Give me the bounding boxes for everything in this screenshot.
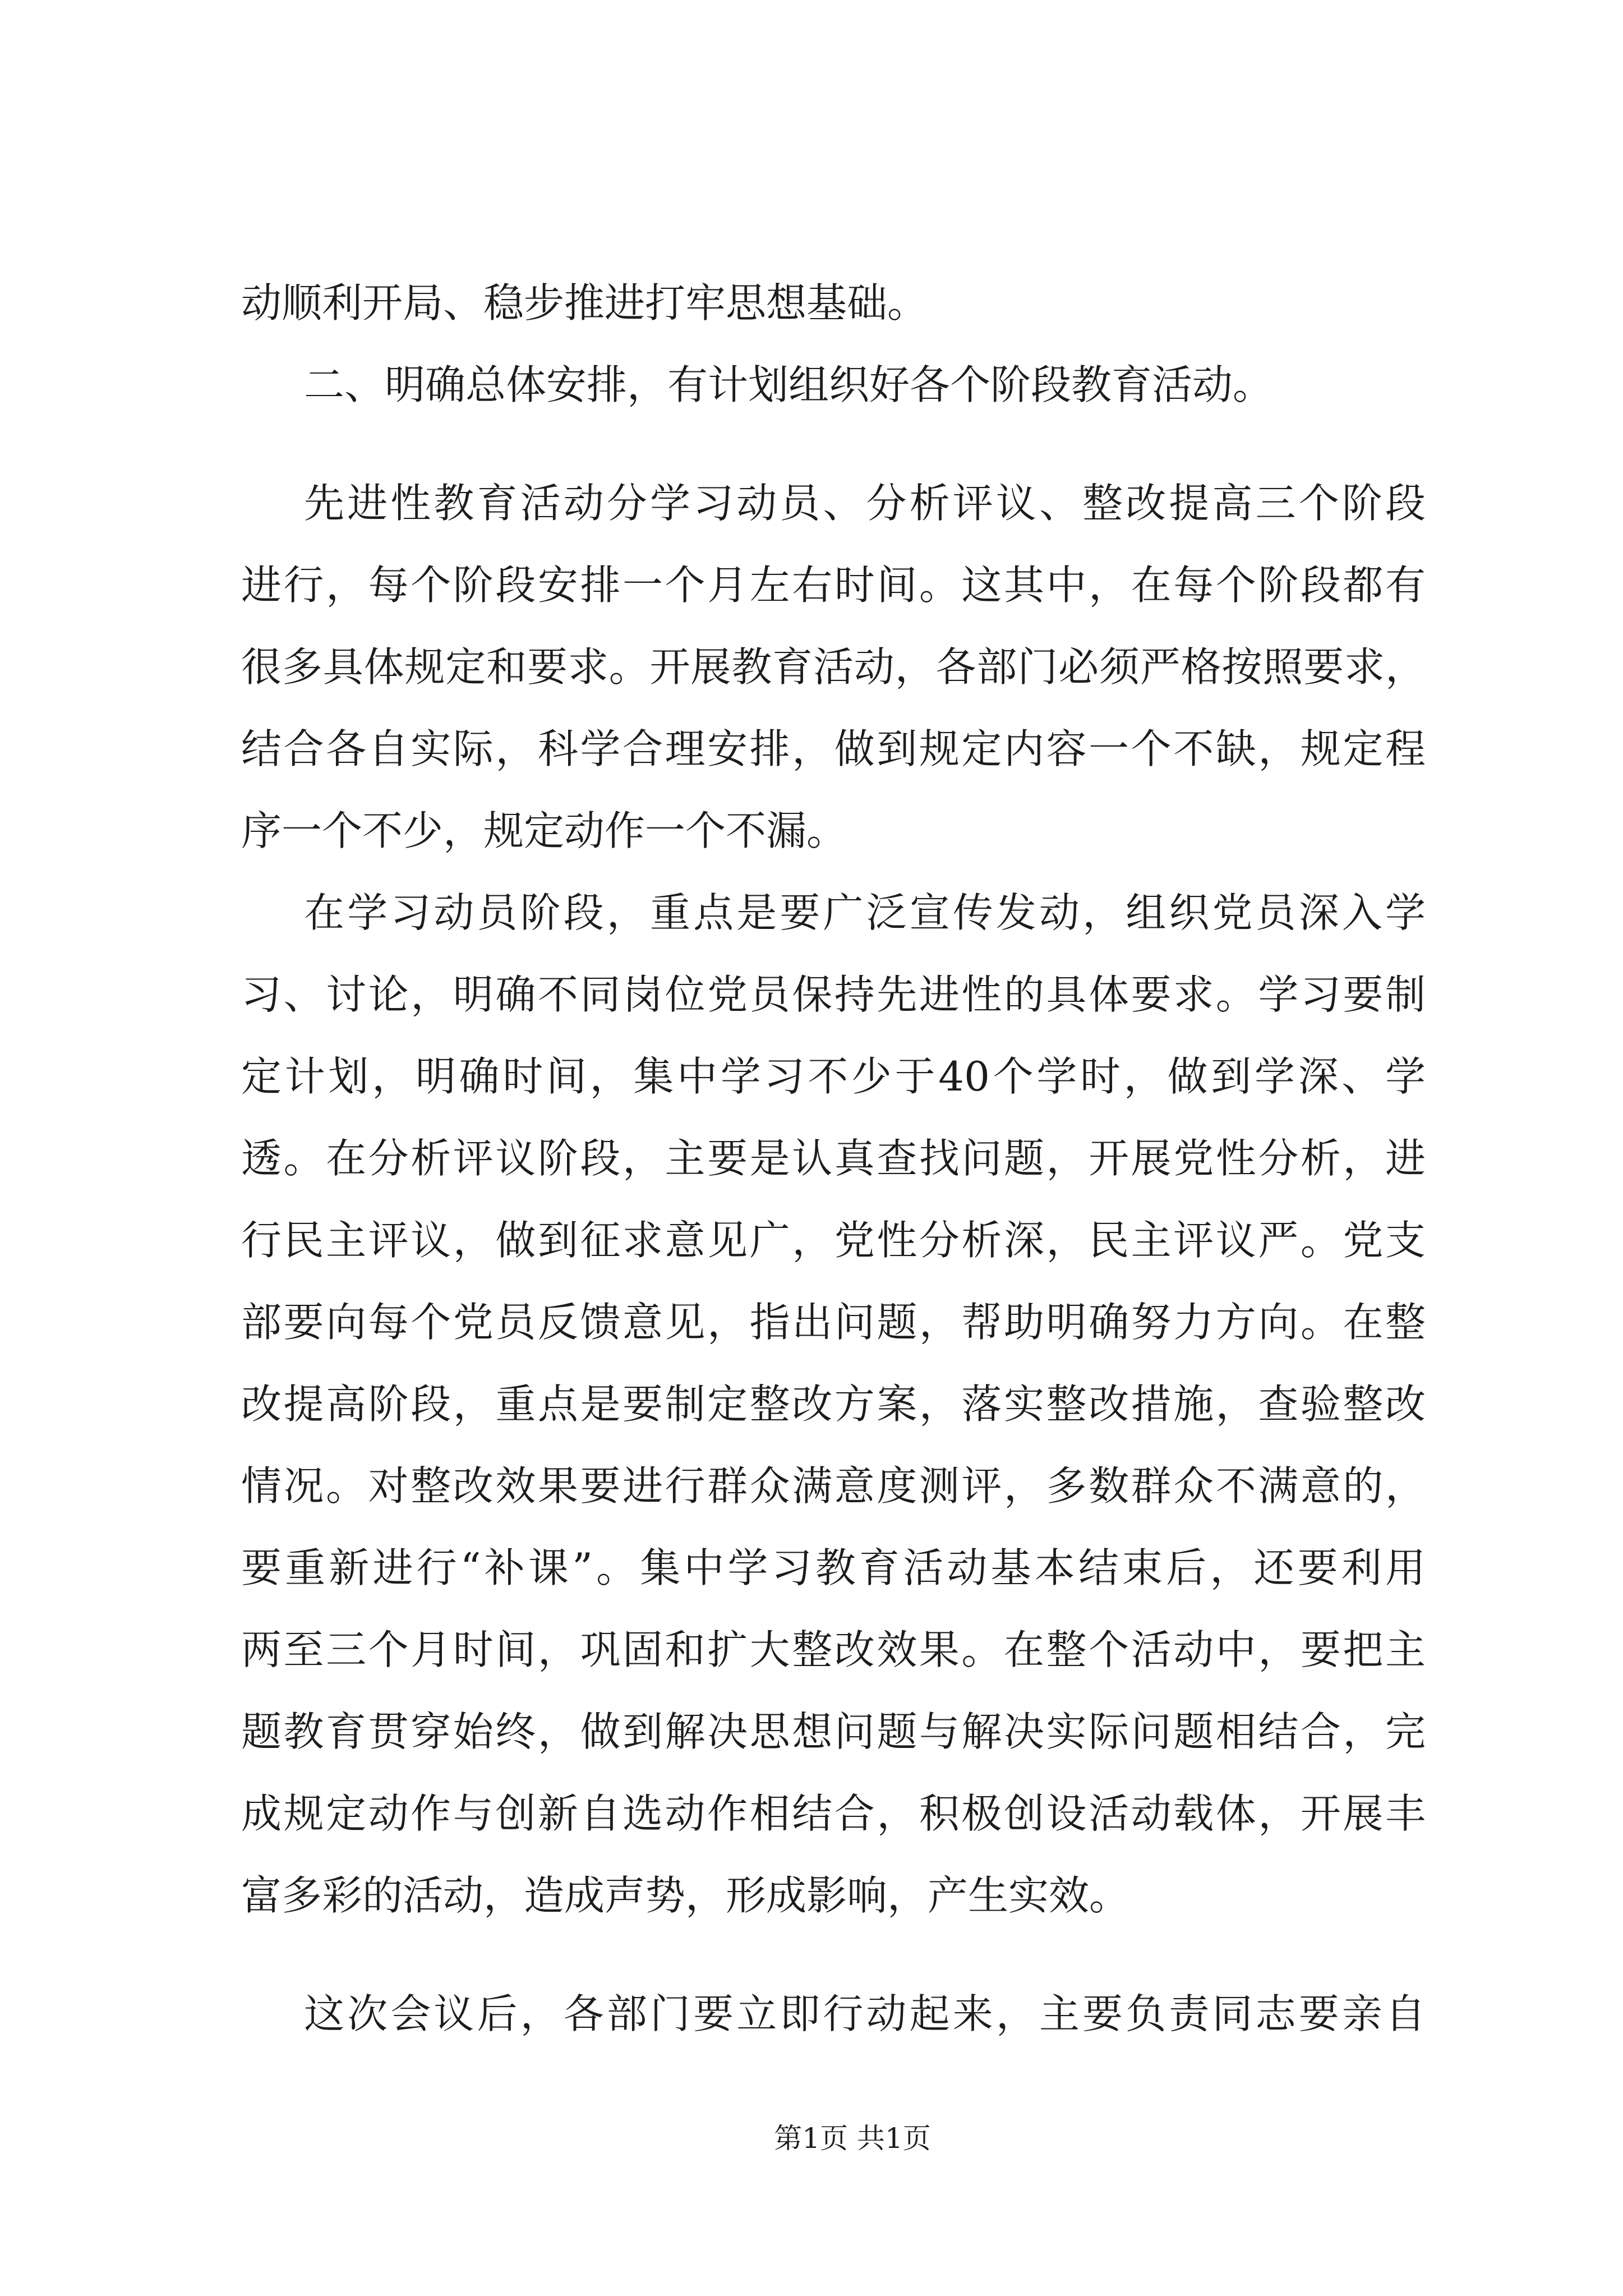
text-line: 行民主评议，做到征求意见广，党性分析深，民主评议严。党支	[241, 1217, 1426, 1264]
text-line: 这次会议后，各部门要立即行动起来，主要负责同志要亲自	[304, 1990, 1426, 2037]
text-line: 序一个不少，规定动作一个不漏。	[241, 807, 847, 854]
paragraph	[241, 262, 1426, 344]
text-line: 两至三个月时间，巩固和扩大整改效果。在整个活动中，要把主	[241, 1626, 1426, 1673]
text-line: 很多具体规定和要求。开展教育活动，各部门必须严格按照要求，	[241, 643, 1426, 691]
page-footer	[241, 2116, 1464, 2161]
text-line: 定计划，明确时间，集中学习不少于40个学时，做到学深、学	[241, 1053, 1426, 1100]
text-line: 要重新进行“补课”。集中学习教育活动基本结束后，还要利用	[241, 1544, 1426, 1591]
text-line: 动顺利开局、稳步推进打牢思想基础。	[241, 279, 928, 326]
text-line: 进行，每个阶段安排一个月左右时间。这其中，在每个阶段都有	[241, 562, 1426, 609]
paragraph	[241, 872, 1426, 1936]
text-line: 部要向每个党员反馈意见，指出问题，帮助明确努力方向。在整	[241, 1299, 1426, 1346]
page-number-label: 第1页 共1页	[774, 2122, 931, 2155]
section-heading	[241, 344, 1426, 426]
text-line: 在学习动员阶段，重点是要广泛宣传发动，组织党员深入学	[304, 889, 1426, 936]
text-line: 二、明确总体安排，有计划组织好各个阶段教育活动。	[304, 361, 1274, 408]
text-line: 成规定动作与创新自选动作相结合，积极创设活动载体，开展丰	[241, 1790, 1426, 1837]
text-line: 习、讨论，明确不同岗位党员保持先进性的具体要求。学习要制	[241, 971, 1426, 1018]
paragraph	[241, 1973, 1426, 2055]
document-body	[241, 262, 1426, 2055]
text-line: 结合各自实际，科学合理安排，做到规定内容一个不缺，规定程	[241, 725, 1426, 772]
text-line: 改提高阶段，重点是要制定整改方案，落实整改措施，查验整改	[241, 1381, 1426, 1428]
text-line: 透。在分析评议阶段，主要是认真查找问题，开展党性分析，进	[241, 1135, 1426, 1182]
text-line: 先进性教育活动分学习动员、分析评议、整改提高三个阶段	[304, 480, 1426, 527]
text-line: 富多彩的活动，造成声势，形成影响，产生实效。	[241, 1872, 1130, 1919]
text-line: 情况。对整改效果要进行群众满意度测评，多数群众不满意的，	[241, 1462, 1426, 1510]
paragraph	[241, 462, 1426, 872]
text-line: 题教育贯穿始终，做到解决思想问题与解决实际问题相结合，完	[241, 1708, 1426, 1755]
